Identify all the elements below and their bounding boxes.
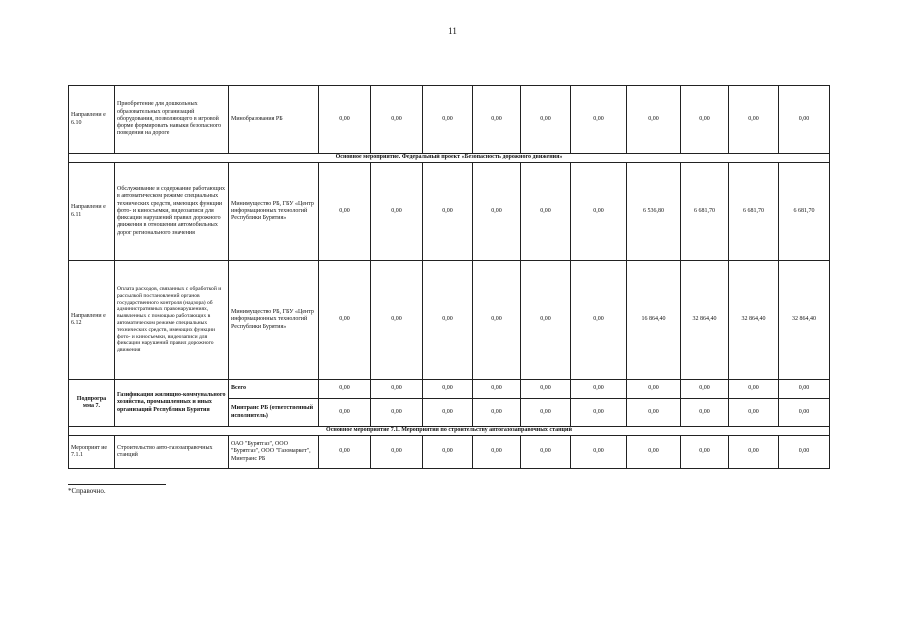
value-cell: 0,00 xyxy=(521,436,571,469)
value-cell: 0,00 xyxy=(371,399,423,427)
value-cell: 0,00 xyxy=(473,399,521,427)
value-cell: 0,00 xyxy=(779,436,830,469)
value-cell: 0,00 xyxy=(681,380,729,399)
value-cell: 0,00 xyxy=(571,436,627,469)
value-cell: 0,00 xyxy=(319,86,371,154)
section-row xyxy=(69,427,830,436)
value-cell: 32 864,40 xyxy=(779,261,830,380)
section-title: Основное мероприятие 7.1. Мероприятия по строительству автогазозаправочных станций xyxy=(69,427,830,436)
value-cell: 0,00 xyxy=(371,261,423,380)
row-executor: ОАО "Бурятгаз", ООО "Бурятгаз", ООО "Газомаркет", Минтранс РБ xyxy=(229,436,319,469)
value-cell: 32 864,40 xyxy=(681,261,729,380)
value-cell: 0,00 xyxy=(319,163,371,261)
value-cell: 0,00 xyxy=(319,380,371,399)
value-cell: 0,00 xyxy=(423,86,473,154)
value-cell: 0,00 xyxy=(521,86,571,154)
value-cell: 32 864,40 xyxy=(729,261,779,380)
table-row xyxy=(69,86,830,154)
value-cell: 0,00 xyxy=(779,399,830,427)
row-executor: Минимущество РБ, ГБУ «Центр информационных технологий Республики Бурятия» xyxy=(229,261,319,380)
row-executor: Минобразования РБ xyxy=(229,86,319,154)
value-cell: 0,00 xyxy=(571,261,627,380)
page-number: 11 xyxy=(448,26,457,36)
value-cell: 0,00 xyxy=(473,436,521,469)
value-cell: 0,00 xyxy=(371,380,423,399)
value-cell: 0,00 xyxy=(521,163,571,261)
row-description: Обслуживание и содержание работающих в автоматическом режиме специальных технических средств, имеющих функции фото- и киносъемки, видеозаписи для фиксации нарушений правил дорожного движения в отношении автомобильных дорог регионального значения xyxy=(115,163,229,261)
total-label: Всего xyxy=(229,380,319,399)
value-cell: 0,00 xyxy=(423,261,473,380)
subprogram-total-row xyxy=(69,380,830,399)
row-description: Строительство авто-газозаправочных станций xyxy=(115,436,229,469)
value-cell: 0,00 xyxy=(473,380,521,399)
value-cell: 0,00 xyxy=(571,163,627,261)
value-cell: 0,00 xyxy=(319,436,371,469)
value-cell: 0,00 xyxy=(571,399,627,427)
section-title: Основное мероприятие. Федеральный проект «Безопасность дорожного движения» xyxy=(69,154,830,163)
table-row xyxy=(69,436,830,469)
value-cell: 0,00 xyxy=(729,399,779,427)
value-cell: 0,00 xyxy=(521,380,571,399)
value-cell: 0,00 xyxy=(319,399,371,427)
value-cell: 6 681,70 xyxy=(729,163,779,261)
value-cell: 0,00 xyxy=(681,436,729,469)
budget-table xyxy=(68,85,830,469)
value-cell: 0,00 xyxy=(371,436,423,469)
row-description: Приобретение для дошкольных образовательных организаций оборудования, позволяющего в игровой форме формировать навыки безопасного поведения на дороге xyxy=(115,86,229,154)
value-cell: 0,00 xyxy=(681,86,729,154)
subprogram-code: Подпрогра мма 7. xyxy=(69,380,115,427)
value-cell: 0,00 xyxy=(423,436,473,469)
value-cell: 6 681,70 xyxy=(681,163,729,261)
value-cell: 0,00 xyxy=(423,163,473,261)
value-cell: 0,00 xyxy=(681,399,729,427)
value-cell: 0,00 xyxy=(779,380,830,399)
value-cell: 0,00 xyxy=(423,399,473,427)
footnote-divider xyxy=(68,484,166,485)
value-cell: 0,00 xyxy=(729,380,779,399)
value-cell: 0,00 xyxy=(779,86,830,154)
footnote: *Справочно. xyxy=(68,487,106,495)
row-code: Направлени е 6.11 xyxy=(69,163,115,261)
row-description: Оплата расходов, связанных с обработкой и рассылкой постановлений органов государственного контроля (надзора) об административных правонарушениях, выявленных с помощью работающих в автоматическом режиме специальных технических средств, имеющих функции фото- и киносъемки, видеозаписи для фиксации нарушений правил дорожного движения xyxy=(115,261,229,380)
row-code: Направлени е 6.10 xyxy=(69,86,115,154)
table-row xyxy=(69,163,830,261)
value-cell: 0,00 xyxy=(729,86,779,154)
value-cell: 0,00 xyxy=(627,399,681,427)
subprogram-title: Газификация жилищно-коммунального хозяйства, промышленных и иных организаций Республики Бурятия xyxy=(115,380,229,427)
value-cell: 16 864,40 xyxy=(627,261,681,380)
value-cell: 0,00 xyxy=(571,86,627,154)
value-cell: 0,00 xyxy=(319,261,371,380)
value-cell: 0,00 xyxy=(521,261,571,380)
value-cell: 0,00 xyxy=(627,436,681,469)
value-cell: 0,00 xyxy=(473,86,521,154)
row-code: Направлени е 6.12 xyxy=(69,261,115,380)
value-cell: 0,00 xyxy=(521,399,571,427)
value-cell: 0,00 xyxy=(473,163,521,261)
responsible-label: Минтранс РБ (ответственный исполнитель) xyxy=(229,399,319,427)
value-cell: 0,00 xyxy=(729,436,779,469)
row-executor: Минимущество РБ, ГБУ «Центр информационных технологий Республики Бурятия» xyxy=(229,163,319,261)
value-cell: 6 681,70 xyxy=(779,163,830,261)
value-cell: 0,00 xyxy=(473,261,521,380)
value-cell: 0,00 xyxy=(423,380,473,399)
value-cell: 0,00 xyxy=(627,86,681,154)
section-row xyxy=(69,154,830,163)
table-row xyxy=(69,261,830,380)
value-cell: 0,00 xyxy=(571,380,627,399)
row-code: Мероприят ие 7.1.1 xyxy=(69,436,115,469)
value-cell: 0,00 xyxy=(627,380,681,399)
value-cell: 0,00 xyxy=(371,163,423,261)
value-cell: 6 536,80 xyxy=(627,163,681,261)
value-cell: 0,00 xyxy=(371,86,423,154)
